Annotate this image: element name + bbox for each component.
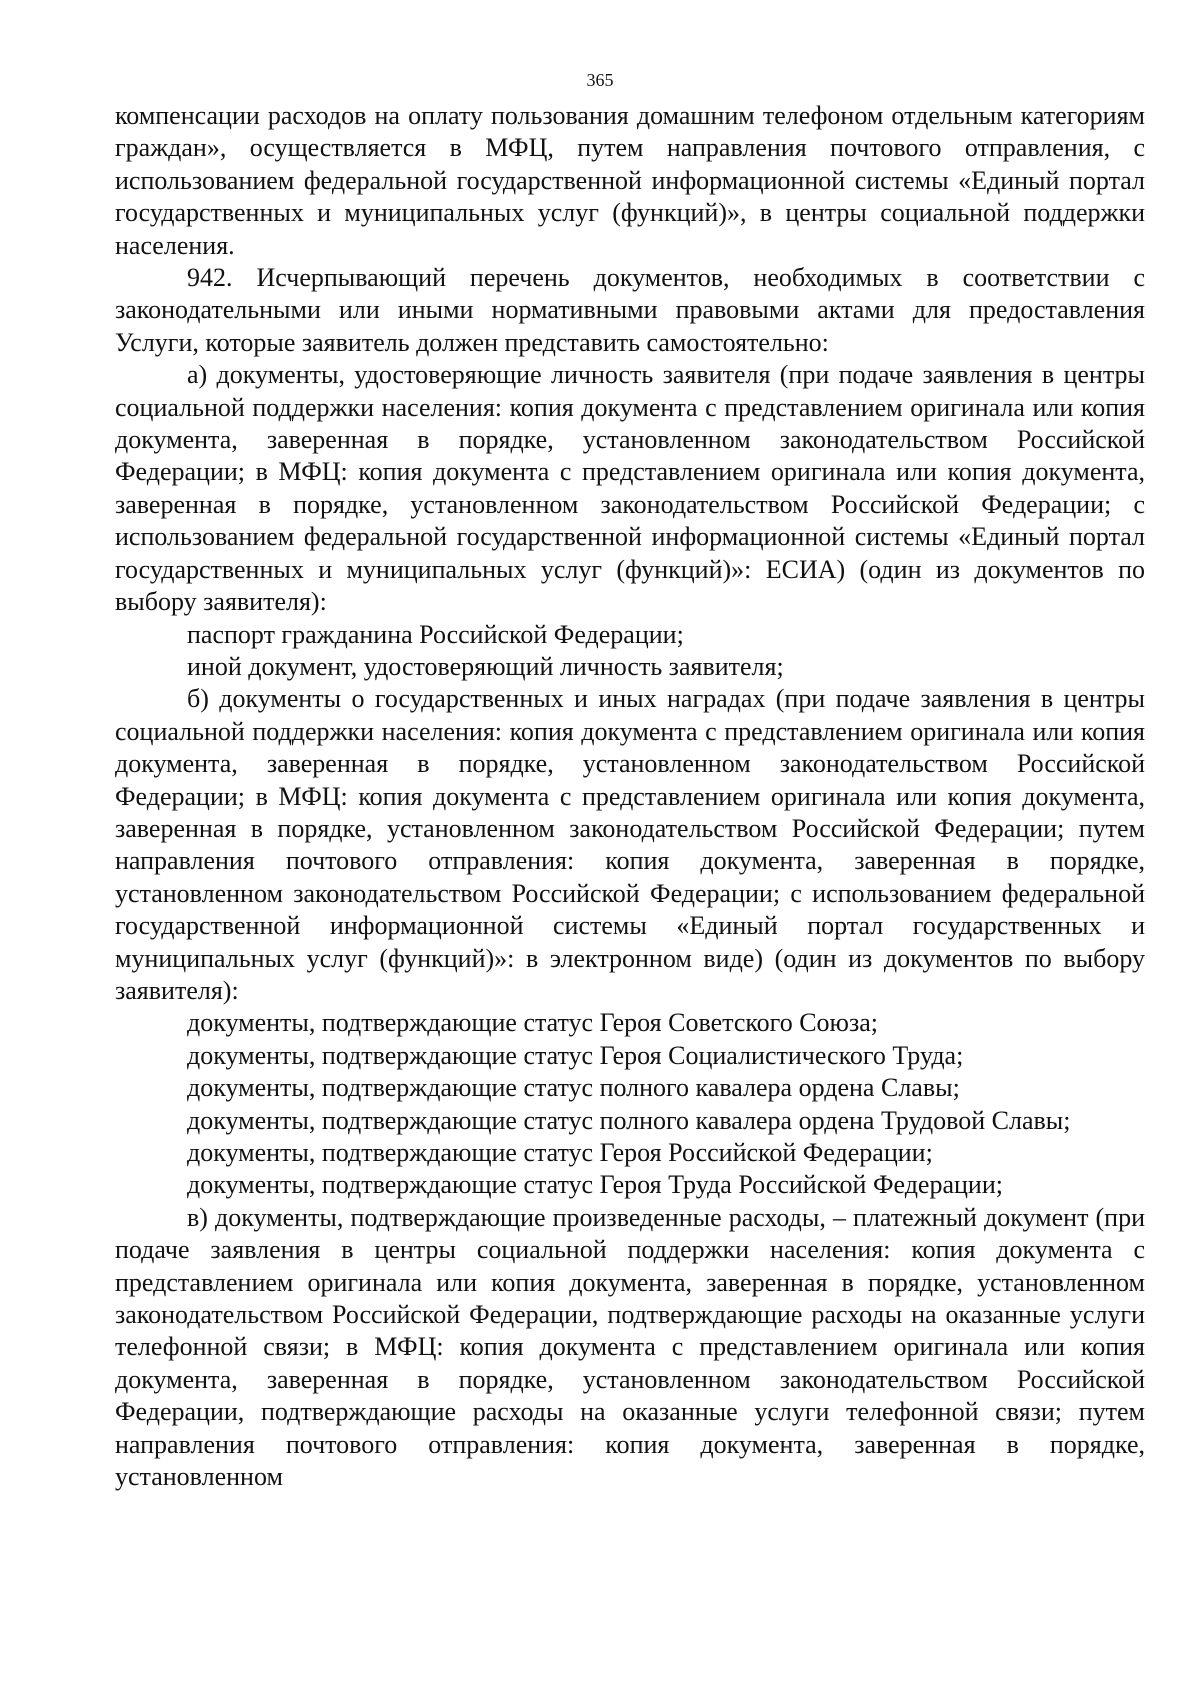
list-item: документы, подтверждающие статус Героя Социалистического Труда; [187,1040,964,1070]
page-number: 365 [586,70,614,90]
list-item: документы, подтверждающие статус Героя Советского Союза; [187,1008,878,1038]
paragraph-item-b: б) документы о государственных и иных наградах (при подаче заявления в центры социальной поддержки населения: копия документа с представлением оригинала или копия документа, заверенная в порядке, установленном законодательством Российской Федерации; в МФЦ: копия документа с представлением оригинала или копия документа, заверенная в порядке, установленном законодательством Российской Федерации; путем направления почтового отправления: копия документа, заверенная в порядке, установленном законодательством Российской Федерации; с использованием федеральной государственной информационной системы «Единый портал государственных и муниципальных услуг (функций)»: в электронном виде) (один из документов по выбору заявителя): [115,684,1145,1005]
list-item: документы, подтверждающие статус Героя Российской Федерации; [187,1138,933,1167]
paragraph-item-a: а) документы, удостоверяющие личность заявителя (при подаче заявления в центры социальной поддержки населения: копия документа с представлением оригинала или копия документа, заверенная в порядке, установленном законодательством Российской Федерации; в МФЦ: копия документа с представлением оригинала или копия документа, заверенная в порядке, установленном законодательством Российской Федерации; с использованием федеральной государственной информационной системы «Единый портал государственных и муниципальных услуг (функций)»: ЕСИА) (один из документов по выбору заявителя): [115,360,1145,617]
paragraph-item-v: в) документы, подтверждающие произведенные расходы, – платежный документ (при подаче заявления в центры социальной поддержки населения: копия документа с представлением оригинала или копия документа, заверенная в порядке, установленном законодательством Российской Федерации, подтверждающие расходы на оказанные услуги телефонной связи; в МФЦ: копия документа с представлением оригинала или копия документа, заверенная в порядке, установленном законодательством Российской Федерации, подтверждающие расходы на оказанные услуги телефонной связи; путем направления почтового отправления: копия документа, заверенная в порядке, установленном [115,1202,1145,1492]
list-item: паспорт гражданина Российской Федерации; [187,619,684,649]
list-item: иной документ, удостоверяющий личность заявителя; [187,651,784,681]
list-item: документы, подтверждающие статус полного кавалера ордена Трудовой Славы; [187,1105,1071,1135]
document-body [115,100,1145,1493]
list-item: документы, подтверждающие статус полного кавалера ордена Славы; [187,1073,960,1103]
paragraph-continuation: компенсации расходов на оплату пользования домашним телефоном отдельным категориям граждан», осуществляется в МФЦ, путем направления почтового отправления, с использованием федеральной государственной информационной системы «Единый портал государственных и муниципальных услуг (функций)», в центры социальной поддержки населения. [115,101,1145,260]
paragraph-942: 942. Исчерпывающий перечень документов, необходимых в соответствии с законодательными или иными нормативными правовыми актами для предоставления Услуги, которые заявитель должен представить самостоятельно: [115,263,1145,357]
list-item: документы, подтверждающие статус Героя Труда Российской Федерации; [187,1170,1003,1200]
